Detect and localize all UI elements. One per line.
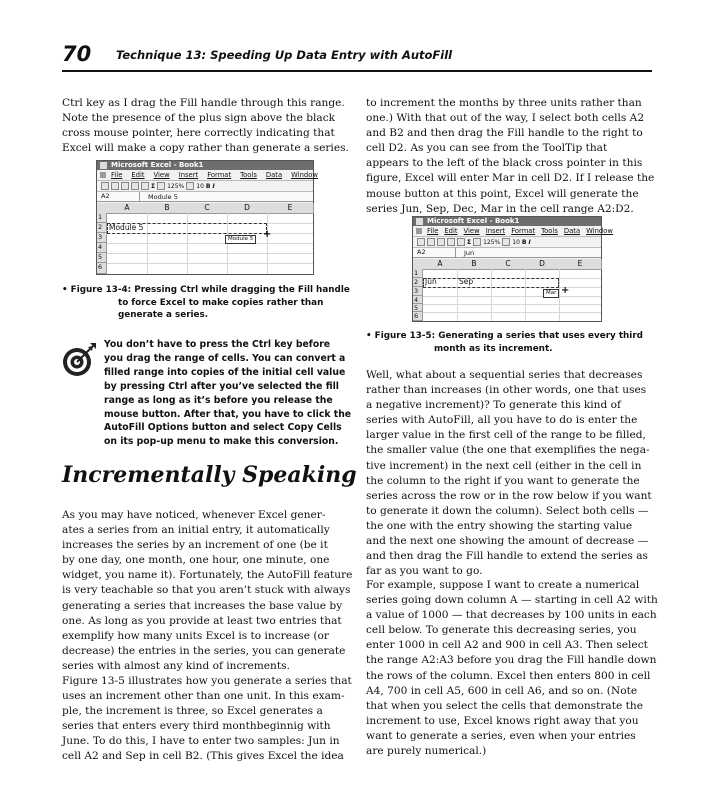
figure-13-4-caption — [62, 284, 350, 322]
right-paragraph-2 — [366, 368, 652, 579]
menu-format[interactable]: Format — [511, 227, 536, 235]
text-line: ple, the increment is three, so Excel generates a — [62, 705, 323, 718]
menu-edit[interactable]: Edit — [444, 227, 458, 235]
zoom-box[interactable]: 125% — [483, 238, 501, 246]
text-line: series Jun, Sep, Dec, Mar in the cell range A2:D2. — [366, 202, 634, 215]
tip-line: on its pop-up menu to make this conversion. — [104, 436, 339, 448]
undo-icon[interactable] — [457, 238, 465, 246]
text-line: enter 1000 in cell A2 and 900 in cell A3. Then select — [366, 639, 648, 652]
text-line: a negative increment)? To generate this kind of — [366, 399, 621, 412]
row-header[interactable]: 2 — [97, 223, 107, 233]
worksheet-grid[interactable] — [413, 259, 601, 321]
row-header[interactable]: 4 — [97, 243, 107, 253]
row-header[interactable]: 1 — [97, 213, 107, 223]
menu-edit[interactable]: Edit — [131, 171, 145, 179]
text-line: and the next one showing the amount of decrease — — [366, 535, 649, 548]
text-line: larger value in the first cell of the range to be filled, — [366, 429, 646, 442]
column-header[interactable]: B — [147, 203, 188, 214]
text-line: cell below. To generate this decreasing series, you — [366, 624, 637, 637]
row-header[interactable]: 3 — [413, 287, 423, 296]
column-header[interactable]: E — [559, 259, 602, 270]
text-line: Figure 13-5 illustrates how you generate a series that — [62, 675, 352, 687]
help-icon[interactable] — [502, 238, 510, 246]
text-line: the one with the entry showing the starting value — [366, 519, 633, 532]
text-line: a value of 1000 — that decreases by 100 units in each — [366, 609, 657, 622]
fill-tooltip: Module 5 — [225, 235, 256, 244]
row-header[interactable]: 5 — [97, 253, 107, 263]
text-line: increment to use, Excel knows right away that you — [366, 714, 639, 727]
excel-menu-bar — [97, 170, 318, 181]
row-header[interactable]: 4 — [413, 296, 423, 304]
text-line: to generate it down the column). Select both cells — — [366, 504, 649, 517]
help-icon[interactable] — [186, 182, 194, 190]
chart-icon[interactable] — [157, 182, 165, 190]
target-bullseye-icon — [60, 341, 98, 379]
text-line: and then drag the Fill handle to extend the series as — [366, 550, 648, 563]
excel-menu-bar — [413, 226, 613, 237]
grid-line — [423, 296, 601, 297]
new-icon[interactable] — [417, 238, 425, 246]
text-line: that when you select the cells that demonstrate the — [366, 699, 643, 712]
running-header — [62, 40, 652, 76]
row-header[interactable]: 2 — [413, 278, 423, 287]
tip-line: range as long as it’s before you release the — [104, 394, 333, 406]
text-line: are purely numerical.) — [366, 745, 487, 758]
font-size-box[interactable]: 10 — [512, 238, 520, 246]
font-size-box[interactable]: 10 — [196, 182, 204, 190]
fill-cross-pointer-icon: + — [561, 285, 570, 296]
left-intro-paragraph — [62, 96, 349, 156]
caption-line: month as its increment. — [434, 343, 553, 354]
column-header[interactable]: E — [267, 203, 314, 214]
text-line: generating a series that increases the base value by — [62, 599, 343, 612]
tip-line: you drag the range of cells. You can convert a — [104, 352, 346, 364]
menu-data[interactable]: Data — [265, 171, 283, 179]
row-header[interactable]: 1 — [413, 269, 423, 278]
tip-line: by pressing Ctrl after you’ve selected the fill — [104, 380, 339, 392]
menu-insert[interactable]: Insert — [485, 227, 506, 235]
tip-line: AutoFill Options button and select Copy Cells — [104, 422, 342, 434]
formula-value[interactable]: Module 5 — [148, 192, 178, 201]
text-line: Note the presence of the plus sign above the black — [62, 112, 336, 125]
text-line: to increment the months by three units rather than — [366, 97, 642, 109]
right-paragraph-1 — [366, 96, 654, 217]
name-box[interactable]: A2 — [97, 192, 140, 201]
caption-label: • Figure 13-5: — [366, 331, 436, 341]
text-line: Well, what about a sequential series that decreases — [366, 369, 643, 381]
zoom-box[interactable]: 125% — [167, 182, 185, 190]
text-line: series with almost any kind of increments. — [62, 659, 290, 672]
text-line: the range A2:A3 before you drag the Fill handle down — [366, 654, 657, 667]
autosum-icon[interactable]: Σ — [151, 182, 156, 190]
menu-view[interactable]: View — [463, 227, 480, 235]
caption-line: Generating a series that uses every third — [438, 331, 643, 341]
text-line: mouse button at this point, Excel will generate the — [366, 187, 639, 200]
text-line: uses an increment other than one unit. In this exam- — [62, 690, 345, 703]
caption-line: Pressing Ctrl while dragging the Fill handle — [134, 285, 350, 295]
caption-line: to force Excel to make copies rather than — [118, 297, 324, 308]
menu-tools[interactable]: Tools — [541, 227, 558, 235]
open-icon[interactable] — [427, 238, 435, 246]
running-title: Technique 13: Speeding Up Data Entry with AutoFill — [116, 48, 453, 62]
figure-13-5-caption — [366, 330, 643, 355]
text-line: tive increment) in the next cell (either in the cell in — [366, 459, 642, 472]
text-line: series going down column A — starting in cell A2 with — [366, 594, 658, 607]
text-line: Ctrl key as I drag the Fill handle through this range. — [62, 97, 345, 109]
column-header[interactable]: D — [227, 203, 268, 214]
menu-insert[interactable]: Insert — [178, 171, 199, 179]
text-line: As you may have noticed, whenever Excel gener- — [62, 509, 326, 521]
grid-line — [423, 304, 601, 305]
column-header[interactable]: B — [457, 259, 492, 270]
formula-bar — [413, 248, 601, 258]
menu-window[interactable]: Window — [586, 227, 613, 235]
text-line: cross mouse pointer, here correctly indicating that — [62, 127, 335, 140]
cell-a2[interactable]: Jun — [425, 277, 437, 286]
left-paragraph-2 — [62, 674, 352, 765]
text-line: rather than increases (in other words, one that uses — [366, 384, 647, 397]
menu-file[interactable]: File — [427, 227, 439, 235]
excel-window-title: Microsoft Excel - Book1 — [97, 161, 313, 170]
figure-13-4-excel-screenshot — [96, 160, 318, 275]
text-line: by one day, one month, one hour, one minute, one — [62, 554, 330, 567]
left-paragraph-1 — [62, 508, 352, 674]
italic-icon[interactable]: I — [212, 182, 215, 190]
column-header[interactable]: C — [187, 203, 228, 214]
text-line: cell A2 and Sep in cell B2. (This gives Excel the idea — [62, 750, 344, 763]
tip-text — [104, 338, 351, 449]
grid-line — [107, 243, 313, 244]
grid-line — [491, 269, 492, 321]
row-header[interactable]: 3 — [97, 233, 107, 243]
text-line: is very teachable so that you aren’t stuck with always — [62, 584, 351, 597]
bold-icon[interactable]: B — [521, 238, 527, 246]
grid-line — [423, 312, 601, 313]
grid-line — [107, 253, 313, 254]
row-header[interactable]: 6 — [413, 312, 423, 321]
copy-cross-pointer-icon: + — [263, 229, 272, 240]
text-line: and B2 and then drag the Fill handle to the right to — [366, 127, 643, 140]
formula-bar — [97, 192, 313, 202]
text-line: A4, 700 in cell A5, 600 in cell A6, and so on. (Note — [366, 684, 638, 697]
worksheet-grid[interactable] — [97, 203, 313, 274]
menu-data[interactable]: Data — [563, 227, 581, 235]
menu-window[interactable]: Window — [291, 171, 318, 179]
fill-tooltip: Mar — [543, 289, 559, 298]
italic-icon[interactable]: I — [528, 238, 531, 246]
cell-b2[interactable]: Sep — [459, 277, 474, 286]
grid-line — [107, 263, 313, 264]
text-line: series across the row or in the row below if you want — [366, 489, 652, 502]
cell-a2[interactable]: Module 5 — [109, 223, 144, 232]
text-line: For example, suppose I want to create a numerical — [366, 579, 640, 591]
caption-line: generate a series. — [118, 310, 209, 320]
name-box[interactable]: A2 — [413, 248, 456, 257]
right-paragraph-3 — [366, 578, 658, 759]
column-header[interactable]: A — [423, 259, 458, 270]
excel-window-title: Microsoft Excel - Book1 — [413, 217, 601, 226]
menu-view[interactable]: View — [153, 171, 170, 179]
open-icon[interactable] — [111, 182, 119, 190]
text-line: figure, Excel will enter Mar in cell D2. If I release the — [366, 172, 655, 185]
column-header[interactable]: A — [107, 203, 148, 214]
row-header[interactable]: 6 — [97, 263, 107, 274]
excel-toolbar — [97, 181, 313, 192]
text-line: cell D2. As you can see from the ToolTip that — [366, 142, 608, 155]
figure-13-5-excel-screenshot — [412, 216, 613, 322]
tip-line: You don’t have to press the Ctrl key before — [104, 339, 331, 350]
text-line: decrease) the entries in the series, you can generate — [62, 644, 346, 657]
column-header[interactable]: C — [491, 259, 526, 270]
page-number: 70 — [62, 42, 92, 66]
column-header[interactable]: D — [525, 259, 560, 270]
text-line: far as you want to go. — [366, 565, 483, 578]
bold-icon[interactable]: B — [205, 182, 211, 190]
tip-line: filled range into copies of the initial cell value — [104, 366, 346, 378]
text-line: exemplify how many units Excel is to increase (or — [62, 629, 329, 642]
text-line: the smaller value (the one that exemplifies the nega- — [366, 444, 650, 457]
new-icon[interactable] — [101, 182, 109, 190]
grid-line — [267, 213, 268, 274]
text-line: the rows of the column. Excel then enters 800 in cell — [366, 669, 651, 682]
text-line: one.) With that out of the way, I select both cells A2 — [366, 112, 645, 125]
text-line: increases the series by an increment of one (be it — [62, 539, 328, 552]
menu-tools[interactable]: Tools — [240, 171, 257, 179]
fill-selection-range — [423, 278, 559, 288]
text-line: ates a series from an initial entry, it automatically — [62, 524, 330, 537]
autosum-icon[interactable]: Σ — [467, 238, 472, 246]
formula-value[interactable]: Jun — [464, 248, 475, 257]
print-icon[interactable] — [131, 182, 139, 190]
excel-toolbar — [413, 237, 601, 248]
text-line: Excel will make a copy rather than generate a series. — [62, 142, 349, 155]
save-icon[interactable] — [437, 238, 445, 246]
header-rule — [62, 70, 652, 72]
section-heading: Incrementally Speaking — [62, 462, 357, 488]
caption-label: • Figure 13-4: — [62, 285, 132, 295]
text-line: appears to the left of the black cross pointer in this — [366, 157, 643, 170]
text-line: June. To do this, I have to enter two samples: Jun in — [62, 735, 340, 748]
text-line: series with AutoFill, all you have to do is enter the — [366, 414, 638, 427]
text-line: one. As long as you provide at least two entries that — [62, 614, 342, 627]
text-line: series that enters every third monthbeginnig with — [62, 720, 331, 733]
save-icon[interactable] — [121, 182, 129, 190]
tip-line: mouse button. After that, you have to click the — [104, 408, 352, 420]
grid-line — [525, 269, 526, 321]
text-line: want to generate a series, even when your entries — [366, 729, 636, 742]
text-line: the column to the right if you want to generate the — [366, 474, 640, 487]
menu-file[interactable]: File — [111, 171, 123, 179]
text-line: widget, you name it). Fortunately, the AutoFill feature — [62, 569, 353, 582]
menu-format[interactable]: Format — [207, 171, 232, 179]
undo-icon[interactable] — [141, 182, 149, 190]
chart-icon[interactable] — [473, 238, 481, 246]
row-header[interactable]: 5 — [413, 304, 423, 312]
print-icon[interactable] — [447, 238, 455, 246]
